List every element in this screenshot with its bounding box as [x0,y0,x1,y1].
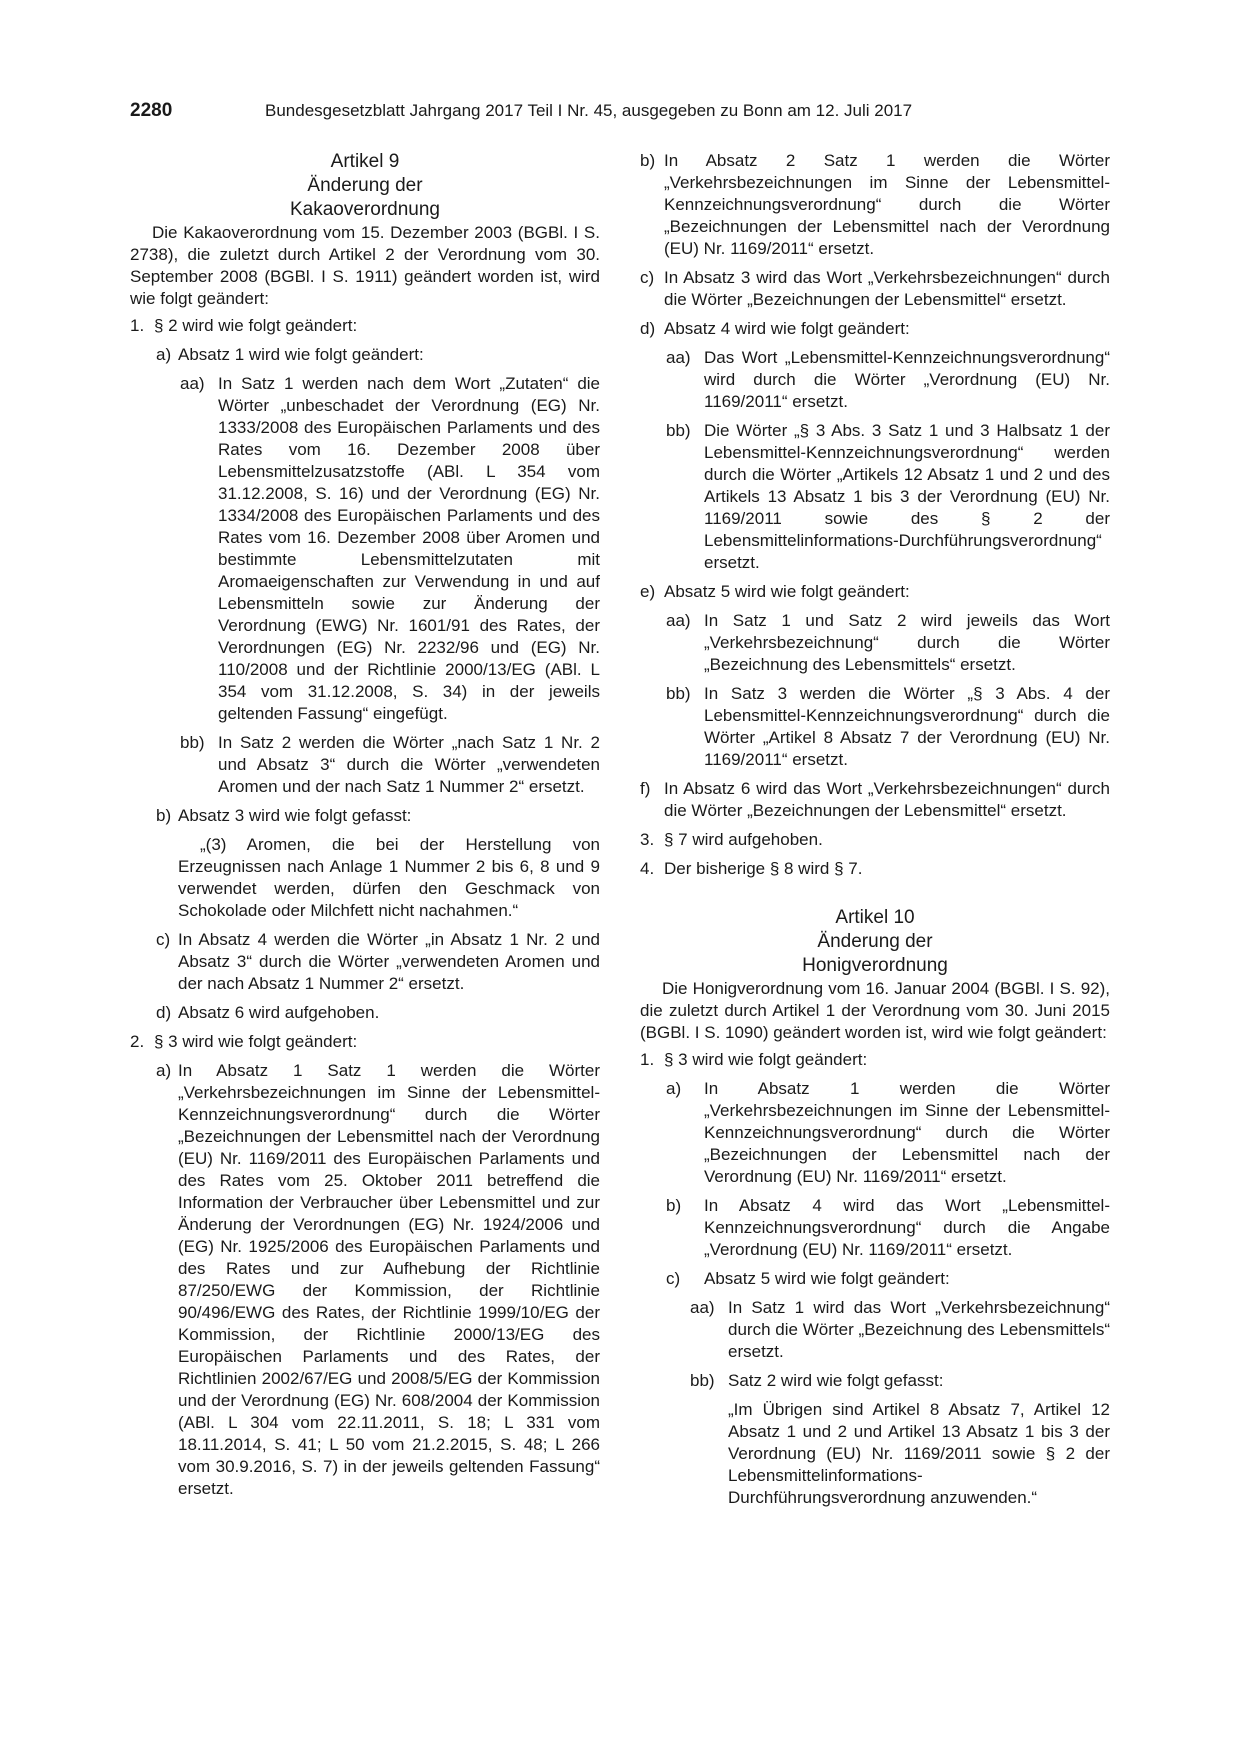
article-10-intro: Die Honigverordnung vom 16. Januar 2004 (BGBl. I S. 92), die zuletzt durch Artikel 1 der Verordnung vom 30. Juni 2015 (BGBl. I S. 1090) geändert worden ist, wird wie folgt geändert: [640,979,1110,1042]
list-item: 1. § 3 wird wie folgt geändert: [640,1050,868,1069]
article-9-subtitle-line2: Kakaoverordnung [290,199,440,220]
list-item: d) Absatz 4 wird wie folgt geändert: [640,319,910,338]
list-item: aa) In Satz 1 wird das Wort „Verkehrsbezeichnung“ durch die Wörter „Bezeichnung des Lebensmittels“ ersetzt. [690,1298,1110,1361]
column-right [640,150,1110,1516]
list-item: aa) In Satz 1 und Satz 2 wird jeweils das Wort „Verkehrsbezeichnung“ durch die Wörter „Bezeichnung des Lebensmittels“ ersetzt. [666,611,1110,674]
page-header [130,100,1110,126]
list-item: bb) In Satz 3 werden die Wörter „§ 3 Abs. 4 der Lebensmittel-Kennzeichnungsverordnung“ durch die Wörter „Artikel 8 Absatz 7 der Verordnung (EU) Nr. 1169/2011“ ersetzt. [666,684,1110,769]
article-9-subtitle [130,174,600,222]
article-10-subtitle [640,930,1110,978]
article-10-subtitle-line2: Honigverordnung [802,955,948,976]
list-item: aa) Das Wort „Lebensmittel-Kennzeichnungsverordnung“ wird durch die Wörter „Verordnung (EU) Nr. 1169/2011“ ersetzt. [666,348,1110,411]
list-item: 3. § 7 wird aufgehoben. [640,830,823,849]
list-item: b) In Absatz 2 Satz 1 werden die Wörter „Verkehrsbezeichnungen im Sinne der Lebensmittel-Kennzeichnungsverordnung“ durch die Wörter „Bezeichnungen der Lebensmittel nach der Verordnung (EU) Nr. 1169/2011“ ersetzt. [640,151,1110,258]
list-item: d) Absatz 6 wird aufgehoben. [156,1003,380,1022]
list-item: e) Absatz 5 wird wie folgt geändert: [640,582,910,601]
list-item: c) Absatz 5 wird wie folgt geändert: [666,1269,950,1288]
page-number: 2280 [130,100,173,121]
list-item: c) In Absatz 3 wird das Wort „Verkehrsbezeichnungen“ durch die Wörter „Bezeichnungen der Lebensmittel“ ersetzt. [640,268,1110,309]
list-item: bb) Satz 2 wird wie folgt gefasst: [690,1371,944,1390]
column-left [130,150,600,1507]
article-10-title: Artikel 10 [835,907,915,928]
list-item: 2. § 3 wird wie folgt geändert: [130,1032,358,1051]
list-item: 1. § 2 wird wie folgt geändert: [130,316,358,335]
list-item: aa) In Satz 1 werden nach dem Wort „Zutaten“ die Wörter „unbeschadet der Verordnung (EG) Nr. 1333/2008 des Europäischen Parlaments und des Rates vom 16. Dezember 2008 über Lebensmittelzusatzstoffe (ABl. L 354 vom 31.12.2008, S. 16) und der Verordnung (EG) Nr. 1334/2008 des Europäischen Parlaments und des Rates vom 16. Dezember 2008 über Aromen und bestimmte Lebensmittelzutaten mit Aromaeigenschaften zur Verwendung in und auf Lebensmitteln sowie zur Änderung der Verordnung (EWG) Nr. 1601/91 des Rates, der Verordnungen (EG) Nr. 2232/96 und (EG) Nr. 110/2008 und der Richtlinie 2000/13/EG (ABl. L 354 vom 31.12.2008, S. 34) in der jeweils geltenden Fassung“ eingefügt. [180,374,600,723]
article-9-title: Artikel 9 [330,151,400,172]
list-item: 4. Der bisherige § 8 wird § 7. [640,859,863,878]
list-item: f) In Absatz 6 wird das Wort „Verkehrsbezeichnungen“ durch die Wörter „Bezeichnungen der Lebensmittel“ ersetzt. [640,779,1110,820]
quoted-text: „(3) Aromen, die bei der Herstellung von Erzeugnissen nach Anlage 1 Nummer 2 bis 6, 8 und 9 verwendet werden, dürfen den Geschmack von Schokolade oder Milchfett nicht nachahmen.“ [178,835,600,920]
list-item: bb) Die Wörter „§ 3 Abs. 3 Satz 1 und 3 Halbsatz 1 der Lebensmittel-Kennzeichnungsverordnung“ werden durch die Wörter „Artikels 12 Absatz 1 und 2 und des Artikels 13 Absatz 1 bis 3 der Verordnung (EU) Nr. 1169/2011 sowie des § 2 der Lebensmittelinformations-Durchführungsverordnung“ ersetzt. [666,421,1110,572]
running-head: Bundesgesetzblatt Jahrgang 2017 Teil I Nr. 45, ausgegeben zu Bonn am 12. Juli 2017 [265,101,913,120]
quoted-text: „Im Übrigen sind Artikel 8 Absatz 7, Artikel 12 Absatz 1 und 2 und Artikel 13 Absatz 1 bis 3 der Verordnung (EU) Nr. 1169/2011 sowie § 2 der Lebensmittelinformations-Durchführungsverordnung anzuwenden.“ [728,1400,1110,1507]
article-9-subtitle-line1: Änderung der [307,175,423,196]
list-item: b) Absatz 3 wird wie folgt gefasst: [156,806,412,825]
list-item: c) In Absatz 4 werden die Wörter „in Absatz 1 Nr. 2 und Absatz 3“ durch die Wörter „verwendeten Aromen und der nach Absatz 1 Nummer 2“ ersetzt. [156,930,600,993]
list-item: b) In Absatz 4 wird das Wort „Lebensmittel-Kennzeichnungsverordnung“ durch die Angabe „Verordnung (EU) Nr. 1169/2011“ ersetzt. [666,1196,1110,1259]
article-9-intro: Die Kakaoverordnung vom 15. Dezember 2003 (BGBl. I S. 2738), die zuletzt durch Artikel 2 der Verordnung vom 30. September 2008 (BGBl. I S. 1911) geändert worden ist, wird wie folgt geändert: [130,223,600,308]
list-item: a) In Absatz 1 werden die Wörter „Verkehrsbezeichnungen im Sinne der Lebensmittel-Kennzeichnungsverordnung“ durch die Wörter „Bezeichnungen der Lebensmittel nach der Verordnung (EU) Nr. 1169/2011“ ersetzt. [666,1079,1110,1186]
article-10-subtitle-line1: Änderung der [817,931,933,952]
list-item: bb) In Satz 2 werden die Wörter „nach Satz 1 Nr. 2 und Absatz 3“ durch die Wörter „verwendeten Aromen und der nach Satz 1 Nummer 2“ ersetzt. [180,733,600,796]
list-item: a) Absatz 1 wird wie folgt geändert: [156,345,424,364]
list-item: a) In Absatz 1 Satz 1 werden die Wörter „Verkehrsbezeichnungen im Sinne der Lebensmittel-Kennzeichnungsverordnung“ durch die Wörter „Bezeichnungen der Lebensmittel nach der Verordnung (EU) Nr. 1169/2011 des Europäischen Parlaments und des Rates vom 25. Oktober 2011 betreffend die Information der Verbraucher über Lebensmittel und zur Änderung der Verordnungen (EG) Nr. 1924/2006 und (EG) Nr. 1925/2006 des Europäischen Parlaments und des Rates und zur Aufhebung der Richtlinie 87/250/EWG der Kommission, der Richtlinie 90/496/EWG des Rates, der Richtlinie 1999/10/EG der Kommission, der Richtlinie 2000/13/EG des Europäischen Parlaments und des Rates, der Richtlinien 2002/67/EG und 2008/5/EG der Kommission und der Verordnung (EG) Nr. 608/2004 der Kommission (ABl. L 304 vom 22.11.2011, S. 18; L 331 vom 18.11.2014, S. 41; L 50 vom 21.2.2015, S. 48; L 266 vom 30.9.2016, S. 7) in der jeweils geltenden Fassung“ ersetzt. [156,1061,600,1498]
